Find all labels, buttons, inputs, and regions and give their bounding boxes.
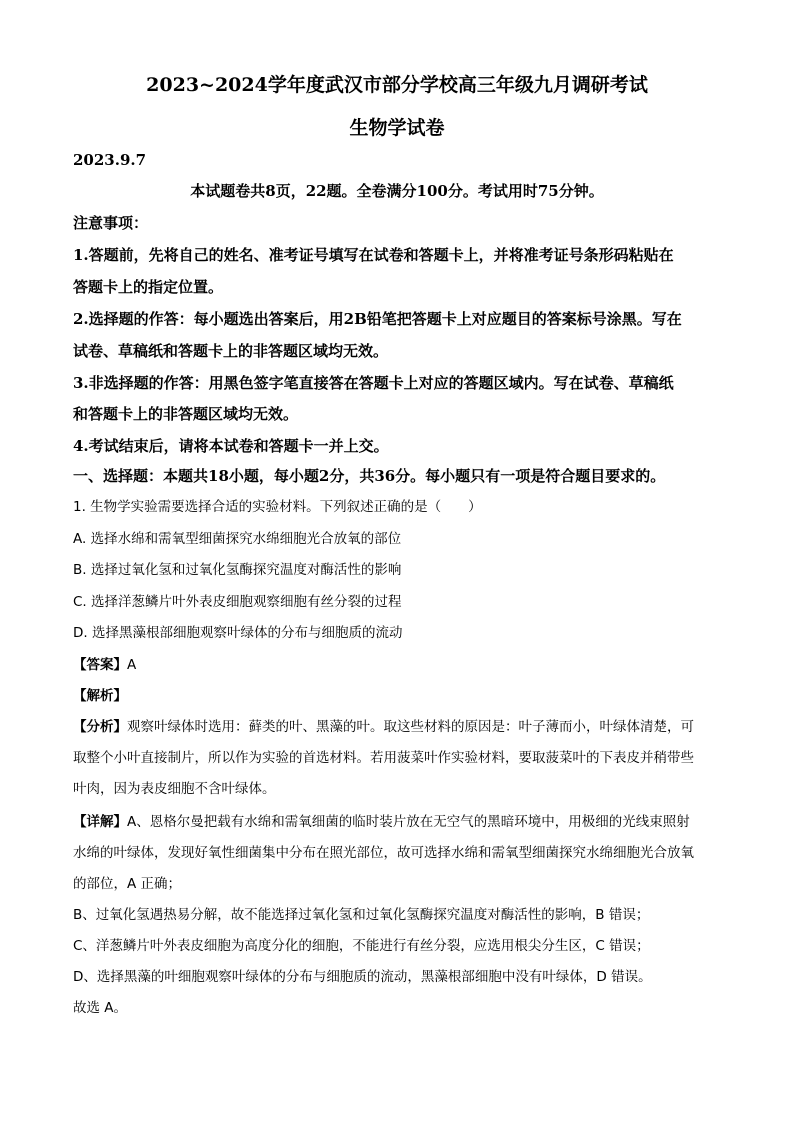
note-line: 答题卡上的指定位置。: [73, 278, 224, 296]
xiangjie-line: B、过氧化氢遇热易分解，故不能选择过氧化氢和过氧化氢酶探究温度对酶活性的影响，B 错误；: [73, 907, 650, 923]
fenxi-tag: 【分析】: [73, 719, 127, 735]
exam-date: 2023.9.7: [73, 151, 147, 169]
exam-summary: 本试题卷共8页，22题。全卷满分100分。考试用时75分钟。: [190, 182, 604, 200]
answer-line: [73, 655, 723, 675]
option-b: B. 选择过氧化氢和过氧化氢酶探究温度对酶活性的影响: [73, 562, 402, 578]
notes-heading: 注意事项：: [73, 214, 149, 232]
note-line: 1.答题前，先将自己的姓名、准考证号填写在试卷和答题卡上，并将准考证号条形码粘贴在: [73, 246, 674, 264]
option-a: A. 选择水绵和需氧型细菌探究水绵细胞光合放氧的部位: [73, 531, 402, 547]
xiangjie-line: C、洋葱鳞片叶外表皮细胞为高度分化的细胞，不能进行有丝分裂，应选用根尖分生区，C 错误；: [73, 938, 650, 954]
option-d: D. 选择黑藻根部细胞观察叶绿体的分布与细胞质的流动: [73, 625, 403, 641]
analysis-tag: 【解析】: [73, 688, 127, 704]
xiangjie-text: A、恩格尔曼把载有水绵和需氧细菌的临时装片放在无空气的黑暗环境中，用极细的光线束照射: [127, 814, 690, 830]
subject-title: 生物学试卷: [349, 117, 445, 139]
question-stem: 1. 生物学实验需要选择合适的实验材料。下列叙述正确的是（ ）: [73, 499, 482, 515]
fenxi-line: [73, 717, 723, 737]
fenxi-line: 取整个小叶直接制片，所以作为实验的首选材料。若用菠菜叶作实验材料，要取菠菜叶的下表皮并稍带些: [73, 750, 694, 766]
exam-title: 2023~2024学年度武汉市部分学校高三年级九月调研考试: [146, 74, 648, 96]
fenxi-line: 叶肉，因为表皮细胞不含叶绿体。: [73, 781, 276, 797]
xiangjie-line: D、选择黑藻的叶细胞观察叶绿体的分布与细胞质的流动，黑藻根部细胞中没有叶绿体，D 错误。: [73, 969, 652, 985]
xiangjie-line: 的部位，A 正确；: [73, 876, 182, 892]
note-line: 和答题卡上的非答题区域均无效。: [73, 405, 299, 423]
note-line: 试卷、草稿纸和答题卡上的非答题区域均无效。: [73, 342, 389, 360]
xiangjie-line: [73, 812, 723, 832]
xiangjie-line: 水绵的叶绿体，发现好氧性细菌集中分布在照光部位，故可选择水绵和需氧型细菌探究水绵细胞光合放氧: [73, 845, 694, 861]
answer-tag: 【答案】: [73, 657, 127, 673]
note-line: 3.非选择题的作答：用黑色签字笔直接答在答题卡上对应的答题区域内。写在试卷、草稿纸: [73, 374, 674, 392]
section-heading: 一、选择题：本题共18小题，每小题2分，共36分。每小题只有一项是符合题目要求的。: [73, 467, 666, 485]
note-line: 4.考试结束后，请将本试卷和答题卡一并上交。: [73, 437, 389, 455]
xiangjie-tag: 【详解】: [73, 814, 127, 830]
option-c: C. 选择洋葱鳞片叶外表皮细胞观察细胞有丝分裂的过程: [73, 594, 402, 610]
note-line: 2.选择题的作答：每小题选出答案后，用2B铅笔把答题卡上对应题目的答案标号涂黑。写在: [73, 310, 682, 328]
conclusion: 故选 A。: [73, 1000, 128, 1016]
fenxi-text: 观察叶绿体时选用：藓类的叶、黑藻的叶。取这些材料的原因是：叶子薄而小，叶绿体清楚，可: [127, 719, 694, 735]
answer-value: A: [127, 657, 137, 673]
